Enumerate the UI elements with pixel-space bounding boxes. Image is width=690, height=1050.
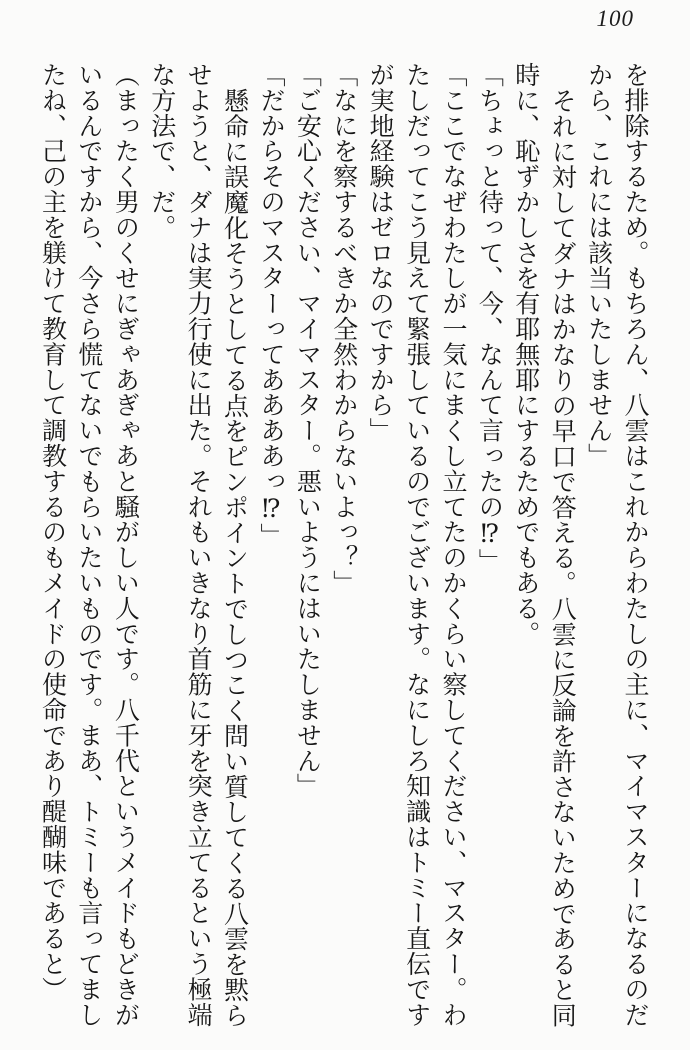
text-body <box>33 62 652 1028</box>
text-column: それに対してダナはかなりの早口で答える。八雲に反論を許さないためであると同 <box>548 88 576 1028</box>
text-column: 時に、恥ずかしさを有耶無耶にするためでもある。 <box>511 62 539 647</box>
text-column: いるんですから、今さら慌てないでもらいたいものです。まあ、トミーも言ってまし <box>74 62 102 1028</box>
text-column: 「だからそのマスターってああああっ⁉」 <box>256 62 284 549</box>
text-column: たね、己の主を躾けて教育して調教するのもメイドの使命であり醍醐味であると） <box>38 62 66 1002</box>
text-column: 「ここでなぜわたしが一気にまくし立てたのかくらい察してください、マスター。わ <box>438 62 466 1028</box>
text-column: が実地経験はゼロなのですから」 <box>366 62 394 443</box>
text-column: な方法で、だ。 <box>147 62 175 240</box>
page-number: 100 <box>596 6 634 31</box>
text-column: 「ご安心ください、マイマスター。悪いようにはいたしません」 <box>293 62 321 799</box>
text-column: 懸命に誤魔化そうとしてる点をピンポイントでしつこく問い質してくる八雲を黙ら <box>220 88 248 1028</box>
text-column: を排除するため。もちろん、八雲はこれからわたしの主に、マイマスターになるのだ <box>621 62 648 1028</box>
text-column: （まったく男のくせにぎゃあぎゃあと騒がしい人です。八千代というメイドもどきが <box>111 62 139 1028</box>
text-column: せようと、ダナは実力行使に出た。それもいきなり首筋に牙を突き立てるという極端 <box>184 62 212 1028</box>
text-column: 「ちょっと待って、今、なんて言ったの⁉」 <box>475 62 503 574</box>
text-column: たしだってこう見えて緊張しているのでございます。なにしろ知識はトミー直伝です <box>402 62 430 1028</box>
text-column: 「なにを察するべきか全然わからないよっ？」 <box>329 62 357 596</box>
text-column: から、これには該当いたしません」 <box>584 62 612 469</box>
